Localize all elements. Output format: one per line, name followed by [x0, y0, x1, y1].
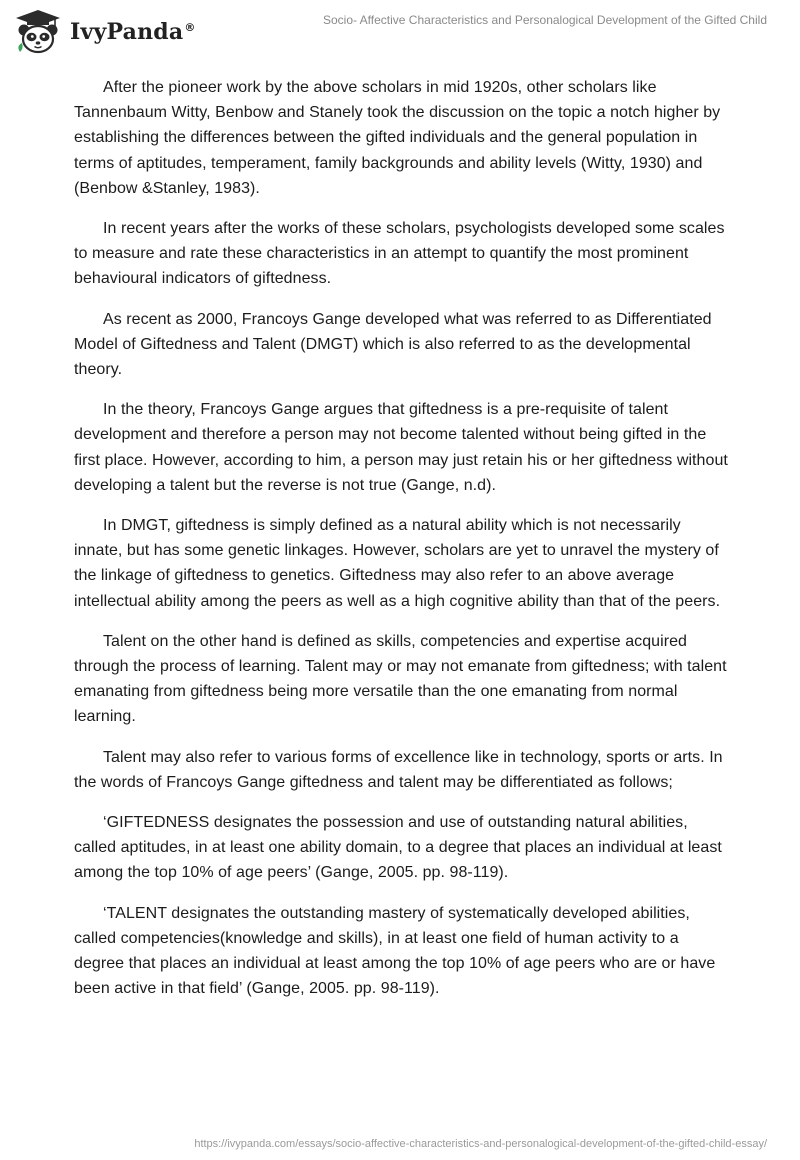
paragraph: ‘TALENT designates the outstanding mastery of systematically developed abilities, called competencies(knowledge and skills), in at least one field of human activity to a degree that places an individual at least among the top 10% of age peers who are or have been active in that field’ (Gange, 2005. pp. 98-119). [74, 904, 716, 998]
essay-body [74, 75, 732, 1017]
panda-graduate-icon [14, 8, 62, 54]
page-header [0, 0, 800, 60]
paragraph: In recent years after the works of these scholars, psychologists developed some scales to measure and rate these characteristics in an attempt to quantify the most prominent behavioural indicators of giftedness. [74, 220, 725, 288]
paragraph: In DMGT, giftedness is simply defined as a natural ability which is not necessarily innate, but has some genetic linkages. However, scholars are yet to unravel the mystery of the linkage of giftedness to genetics. Giftedness may also refer to an above average intellectual ability among the peers as well as a high cognitive ability than that of the peers. [74, 517, 721, 610]
brand-name [70, 19, 196, 45]
paragraph: Talent may also refer to various forms of excellence like in technology, sports or arts. In the words of Francoys Gange giftedness and talent may be differentiated as follows; [74, 748, 723, 791]
document-title: Socio- Affective Characteristics and Personalogical Development of the Gifted Child [322, 13, 767, 27]
paragraph: After the pioneer work by the above scholars in mid 1920s, other scholars like Tannenbaum Witty, Benbow and Stanely took the discussion on the topic a notch higher by establishing the differences between the gifted individuals and the general population in terms of aptitudes, temperament, family backgrounds and ability levels (Witty, 1930) and (Benbow &Stanley, 1983). [74, 79, 721, 197]
paragraph: In the theory, Francoys Gange argues that giftedness is a pre-requisite of talent development and therefore a person may not become talented without being gifted in the first place. However, according to him, a person may just retain his or her giftedness without developing a talent but the reverse is not true (Gange, n.d). [74, 401, 728, 494]
paragraph: As recent as 2000, Francoys Gange developed what was referred to as Differentiated Model of Giftedness and Talent (DMGT) which is also referred to as the developmental theory. [74, 310, 712, 379]
registered-mark: ® [184, 20, 196, 34]
ivypanda-logo[interactable] [14, 8, 196, 54]
paragraph: ‘GIFTEDNESS designates the possession and use of outstanding natural abilities, called aptitudes, in at least one ability domain, to a degree that places an individual at least among the top 10% of age peers’ (Gange, 2005. pp. 98-119). [74, 814, 722, 882]
brand-text: IvyPanda [70, 19, 184, 45]
paragraph: Talent on the other hand is defined as skills, competencies and expertise acquired through the process of learning. Talent may or may not emanate from giftedness; with talent emanating from giftedness being more versatile than the one emanating from normal learning. [74, 632, 727, 726]
source-url[interactable]: https://ivypanda.com/essays/socio-affective-characteristics-and-personalogical-development-of-the-gifted-child-essay/ [194, 1138, 767, 1150]
